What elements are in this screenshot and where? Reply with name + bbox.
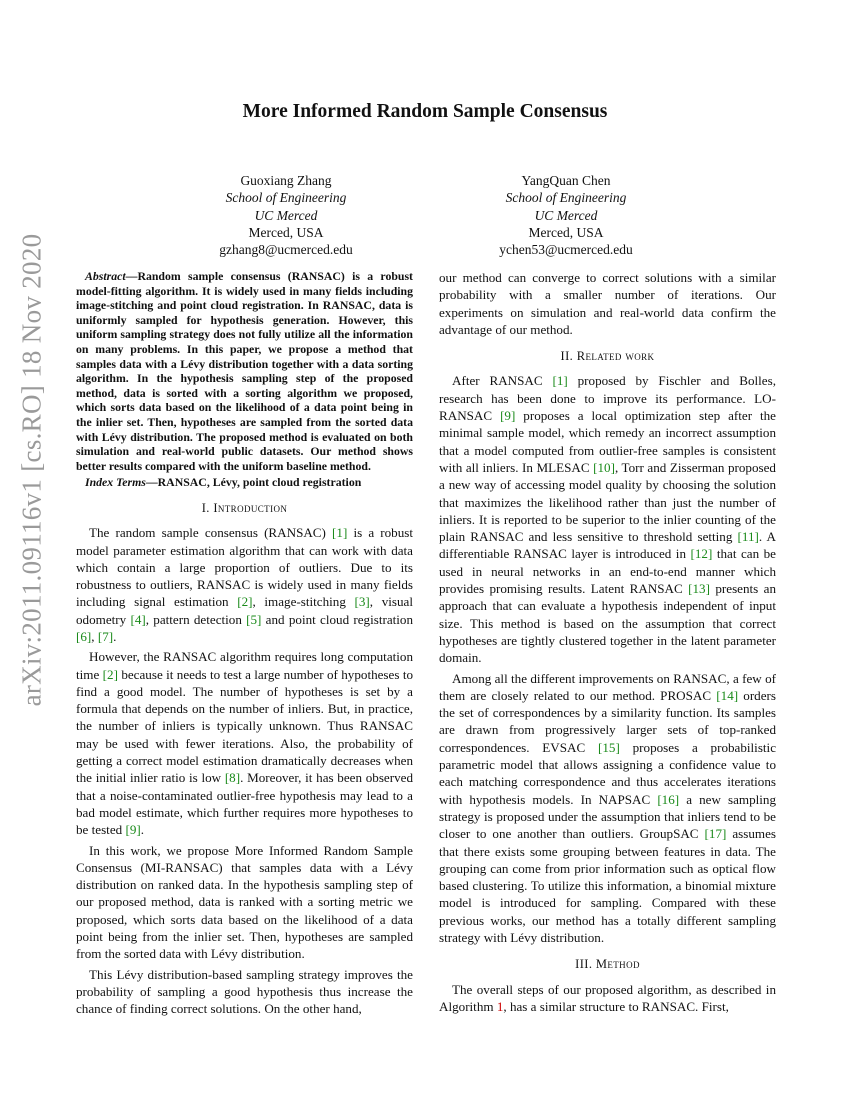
author-email: ychen53@ucmerced.edu bbox=[499, 242, 633, 258]
citation-link[interactable]: [1] bbox=[552, 373, 568, 389]
citation-link[interactable]: [2] bbox=[237, 594, 253, 610]
intro-paragraph-3: In this work, we propose More Informed Random Sample Consensus (MI-RANSAC) that samples data with a Lévy distribution on ranked data. In the hypothesis sampling step of our proposed method, data is ranked with a sorting metric we proposed, which sorts data based on the likelihood of a data point being from the inlier set. Then, hypotheses are sampled from the sorted data with Lévy distribution. bbox=[76, 842, 413, 962]
intro-paragraph-4-continued: our method can converge to correct solutions with a similar probability with a smaller number of iterations. Our experiments on simulation and real-world data confirm the advantage of our method. bbox=[439, 270, 776, 337]
author-location: Merced, USA bbox=[528, 224, 604, 240]
citation-link[interactable]: [16] bbox=[657, 791, 680, 807]
intro-paragraph-2: However, the RANSAC algorithm requires long computation time [2] because it needs to test a large number of hypotheses to find a good model. The number of hypotheses is set by a formula that depends on the number of inliers. But, in practice, the number of inliers is typically unknown. Thus RANSAC may be used with fewer iterations. Also, the probability of getting a correct model estimation dramatically decreases when the initial inlier ratio is low [8]. Moreover, it has been observed that a noise-contaminated outlier-free hypothesis may lead to a bad model estimate, which further requires more hypotheses to be tested [9]. bbox=[76, 649, 414, 838]
index-terms bbox=[76, 475, 413, 490]
citation-link[interactable]: [9] bbox=[500, 408, 516, 424]
citation-link[interactable]: [2] bbox=[102, 666, 118, 682]
citation-link[interactable]: [8] bbox=[224, 770, 241, 786]
section-heading-method: III. Method bbox=[575, 957, 640, 972]
citation-link[interactable]: [4] bbox=[130, 611, 146, 627]
citation-link[interactable]: [15] bbox=[598, 739, 620, 755]
related-paragraph-1: After RANSAC [1] proposed by Fischler and Bolles, research has been done to improve its performance. LO-RANSAC [9] proposes a local optimization step after the minimal sample model, which remedy an incorrect assumption that a model computed from outlier-free samples is consistent with all inliers. In MLESAC [10], Torr and Zisserman proposed a new way of accessing model quality by choosing the solution that maximizes the likelihood rather than just the number of inliers. It is reported to be superior to the inlier counting of the plain RANSAC and less sensitive to threshold setting [11]. A differentiable RANSAC layer is introduced in [12] that can be used in neural networks in an end-to-end manner which provides promising results. Latent RANSAC [13] presents an approach that can evaluate a hypothesis independent of input size. This method is based on the assumption that correct hypotheses are tightly clustered together in the latent parameter domain. bbox=[439, 373, 777, 666]
intro-paragraph-4: This Lévy distribution-based sampling strategy improves the probability of sampling a good hypothesis thus increase the chance of finding correct solutions. On the other hand, bbox=[76, 966, 413, 1017]
citation-link[interactable]: [5] bbox=[246, 611, 262, 627]
method-paragraph-1: The overall steps of our proposed algorithm, as described in Algorithm 1, has a similar structure to RANSAC. First, bbox=[439, 981, 776, 1014]
author-department: School of Engineering bbox=[505, 190, 627, 206]
citation-link[interactable]: [17] bbox=[704, 826, 727, 842]
author-location: Merced, USA bbox=[248, 224, 324, 240]
index-terms-text: —RANSAC, Lévy, point cloud registration bbox=[145, 475, 362, 490]
abstract-label: Abstract bbox=[85, 269, 126, 283]
author-email: gzhang8@ucmerced.edu bbox=[219, 242, 353, 258]
author-block-1 bbox=[136, 172, 436, 258]
arxiv-identifier: arXiv:2011.09116v1 [cs.RO] 18 Nov 2020 bbox=[16, 233, 47, 707]
index-terms-label: Index Terms bbox=[85, 475, 146, 490]
citation-link[interactable]: [14] bbox=[716, 687, 739, 703]
citation-link[interactable]: [6] bbox=[76, 628, 92, 644]
author-block-2 bbox=[416, 172, 716, 258]
abstract-text: —Random sample consensus (RANSAC) is a robust model-fitting algorithm. It is widely used in many fields including image-stitching and point cloud registration. In RANSAC, data is uniformly sampled for hypothesis generation. However, this uniform sampling strategy does not fully utilize all the information on many problems. In this paper, we propose a method that samples data with a Lévy distribution together with a data sorting algorithm. In the hypothesis sampling step of the proposed method, data is sorted with a sorting algorithm we proposed, which sorts data based on the likelihood of a data point being in the inlier set. Then, hypotheses are sampled from the sorted data with Lévy distribution. The proposed method is evaluated on both simulation and real-world public datasets. Our method shows better results compared with the uniform baseline method. bbox=[76, 269, 413, 473]
author-institution: UC Merced bbox=[254, 207, 318, 223]
intro-paragraph-1: The random sample consensus (RANSAC) [1] is a robust model parameter estimation algorithm that can work with data which contain a large proportion of outliers. Due to its robustness to outliers, RANSAC is widely used in many fields including signal estimation [2], image-stitching [3], visual odometry [4], pattern detection [5] and point cloud registration [6], [7]. bbox=[76, 525, 414, 644]
citation-link[interactable]: [11] bbox=[737, 529, 759, 545]
right-column bbox=[439, 269, 776, 1018]
citation-link[interactable]: [7] bbox=[97, 628, 114, 644]
author-institution: UC Merced bbox=[534, 207, 598, 223]
algorithm-reference-link[interactable]: 1 bbox=[496, 998, 504, 1014]
citation-link[interactable]: [12] bbox=[690, 546, 713, 562]
section-heading-introduction: I. Introduction bbox=[201, 500, 288, 515]
citation-link[interactable]: [1] bbox=[332, 525, 348, 541]
author-name: YangQuan Chen bbox=[521, 173, 611, 188]
citation-link[interactable]: [10] bbox=[593, 459, 615, 475]
abstract bbox=[76, 269, 413, 473]
related-paragraph-2: Among all the different improvements on RANSAC, a few of them are closely related to our method. PROSAC [14] orders the set of correspondences by a similarity function. Its samples are drawn from progressively larger sets of top-ranked correspondences. EVSAC [15] proposes a probabilistic parametric model that allows assigning a confidence value to each matching correspondence and thus accelerates iterations with hypothesis models. In NAPSAC [16] a new sampling strategy is proposed under the assumption that inliers tend to be closer to one another than outliers. GroupSAC [17] assumes that there exists some grouping between features in data. The grouping can come from prior information such as optical flow based clustering. To utilize this information, a binomial mixture model is introduced for sampling. Compared with these previous works, our method has a totally different sampling strategy with Lévy distribution. bbox=[439, 670, 777, 945]
paper-title: More Informed Random Sample Consensus bbox=[242, 101, 608, 122]
left-column bbox=[76, 269, 413, 1021]
author-name: Guoxiang Zhang bbox=[240, 173, 332, 188]
section-heading-related-work: II. Related work bbox=[560, 349, 655, 364]
citation-link[interactable]: [3] bbox=[354, 594, 370, 610]
author-department: School of Engineering bbox=[225, 190, 347, 206]
citation-link[interactable]: [13] bbox=[688, 581, 710, 597]
citation-link[interactable]: [9] bbox=[125, 822, 141, 838]
